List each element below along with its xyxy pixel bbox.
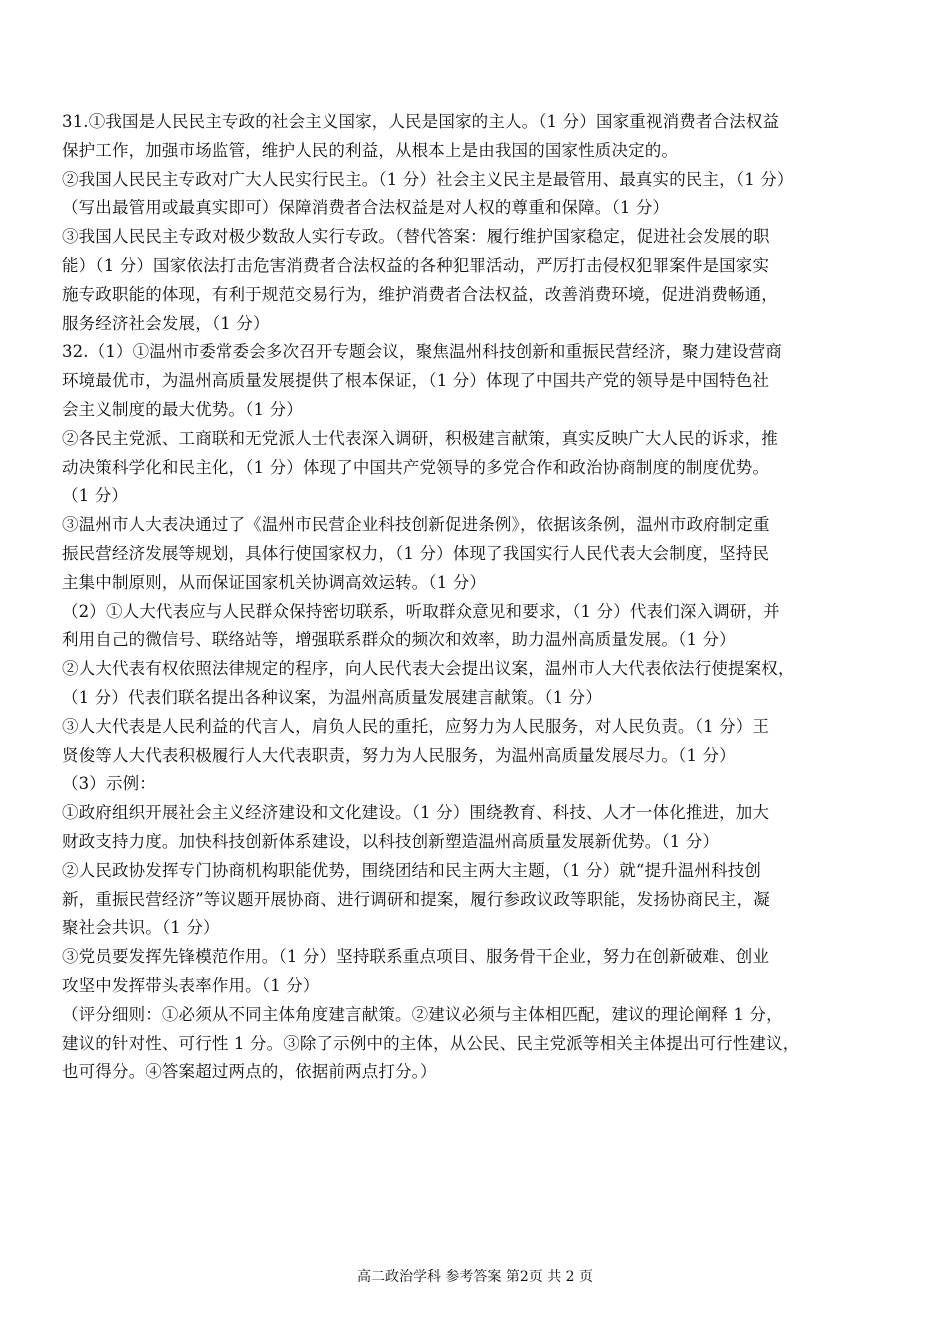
text-line: 振民营经济发展等规划，具体行使国家权力，（1 分）体现了我国实行人民代表大会制度，坚持民	[62, 543, 770, 563]
answer-content	[62, 108, 890, 1087]
text-line: 会主义制度的最大优势。（1 分）	[62, 399, 303, 419]
text-line: ②人大代表有权依照法律规定的程序，向人民代表大会提出议案，温州市人大代表依法行使提案权，	[62, 659, 795, 679]
text-line: 新，重振民营经济”等议题开展协商、进行调研和提案，履行参政议政等职能，发扬协商民主，凝	[62, 889, 770, 909]
text-line: 动决策科学化和民主化，（1 分）体现了中国共产党领导的多党合作和政治协商制度的制度优势。	[62, 457, 770, 477]
text-line: ②我国人民民主专政对广大人民实行民主。（1 分）社会主义民主是最管用、最真实的民主，（1 分）	[62, 169, 794, 189]
text-line: 保护工作，加强市场监管，维护人民的利益，从根本上是由我国的国家性质决定的。	[62, 140, 679, 160]
text-line: ③党员要发挥先锋模范作用。（1 分）坚持联系重点项目、服务骨干企业，努力在创新破难、创业	[62, 947, 770, 967]
text-line: （2）①人大代表应与人民群众保持密切联系，听取群众意见和要求，（1 分）代表们深入调研，并	[62, 601, 780, 621]
text-line: ①政府组织开展社会主义经济建设和文化建设。（1 分）围绕教育、科技、人才一体化推进，加大	[62, 803, 770, 823]
text-line: ③我国人民民主专政对极少数敌人实行专政。（替代答案：履行维护国家稳定，促进社会发展的职	[62, 227, 770, 247]
text-line: （评分细则：①必须从不同主体角度建言献策。②建议必须与主体相匹配，建议的理论阐释 1 分，	[62, 1004, 783, 1024]
text-line: 环境最优市，为温州高质量发展提供了根本保证，（1 分）体现了中国共产党的领导是中国特色社	[62, 371, 770, 391]
text-line: 服务经济社会发展，（1 分）	[62, 313, 270, 333]
page-footer: 高二政治学科 参考答案 第2页 共 2 页	[356, 1269, 594, 1285]
text-line: 利用自己的微信号、联络站等，增强联系群众的频次和效率，助力温州高质量发展。（1 分）	[62, 630, 736, 650]
text-line: 31.①我国是人民民主专政的社会主义国家，人民是国家的主人。（1 分）国家重视消费者合法权益	[62, 112, 780, 131]
text-line: 主集中制原则，从而保证国家机关协调高效运转。（1 分）	[62, 572, 487, 592]
text-line: （1 分）	[62, 486, 128, 506]
text-line: 施专政职能的体现，有利于规范交易行为，维护消费者合法权益，改善消费环境，促进消费畅通，	[62, 284, 778, 304]
text-line: ②人民政协发挥专门协商机构职能优势，围绕团结和民主两大主题，（1 分）就“提升温州科技创	[62, 860, 762, 880]
text-line: （写出最管用或最真实即可）保障消费者合法权益是对人权的尊重和保障。（1 分）	[62, 198, 670, 218]
text-line: ②各民主党派、工商联和无党派人士代表深入调研，积极建言献策，真实反映广大人民的诉求，推	[62, 428, 778, 448]
text-line: ③人大代表是人民利益的代言人，肩负人民的重托，应努力为人民服务，对人民负责。（1 分）王	[62, 716, 770, 736]
text-line: 聚社会共识。（1 分）	[62, 918, 220, 938]
text-line: 能）（1 分）国家依法打击危害消费者合法权益的各种犯罪活动，严厉打击侵权犯罪案件是国家实	[62, 255, 770, 275]
text-line: 也可得分。④答案超过两点的，依据前两点打分。）	[62, 1062, 437, 1082]
text-line: 贤俊等人大代表积极履行人大代表职责，努力为人民服务，为温州高质量发展尽力。（1 分）	[62, 745, 736, 765]
text-line: 建议的针对性、可行性 1 分。③除了示例中的主体，从公民、民主党派等相关主体提出可行性建议，	[62, 1033, 800, 1053]
text-line: 财政支持力度。加快科技创新体系建设，以科技创新塑造温州高质量发展新优势。（1 分）	[62, 831, 720, 851]
text-line: （1 分）代表们联名提出各种议案，为温州高质量发展建言献策。（1 分）	[62, 687, 602, 707]
text-line: （3）示例：	[62, 774, 156, 794]
text-line: ③温州市人大表决通过了《温州市民营企业科技创新促进条例》，依据该条例，温州市政府制定重	[62, 515, 770, 535]
text-line: 32.（1）①温州市委常委会多次召开专题会议，聚焦温州科技创新和重振民营经济，聚力建设营商	[62, 342, 782, 362]
text-line: 攻坚中发挥带头表率作用。（1 分）	[62, 975, 320, 995]
